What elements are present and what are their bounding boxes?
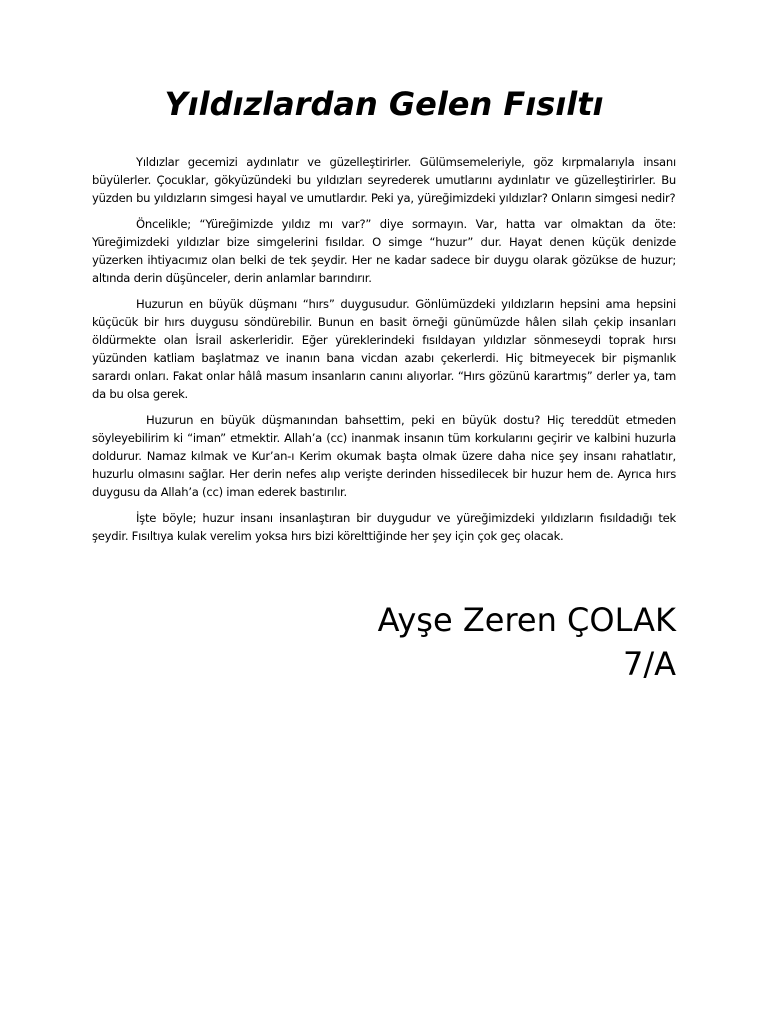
paragraph-2: Öncelikle; “Yüreğimizde yıldız mı var?” diye sormayın. Var, hatta var olmaktan da öte: Yüreğimizdeki yıldızlar bize simgelerini fısıldar. O simge “huzur” dur. Hayat denen küçük denizde yüzerken ihtiyacımız olan belki de tek şeydir. Her ne kadar sadece bir duygu olarak gözükse de huzur; altında derin düşünceler, derin anlamlar barındırır. [92,217,676,285]
document-body [92,153,676,553]
paragraph-4: Huzurun en büyük düşmanından bahsettim, peki en büyük dostu? Hiç tereddüt etmeden söyleyebilirim ki “iman” etmektir. Allah’a (cc) inanmak insanın tüm korkularını geçirir ve kalbini huzurla doldurur. Namaz kılmak ve Kur’an-ı Kerim okumak başta olmak üzere daha nice şey insanı rahatlatır, huzurlu olmasını sağlar. Her derin nefes alıp verişte derinden hissedilecek bir huzur hem de. Ayrıca hırs duygusu da Allah’a (cc) iman ederek bastırılır. [92,413,676,499]
paragraph-5: İşte böyle; huzur insanı insanlaştıran bir duygudur ve yüreğimizdeki yıldızların fısıldadığı tek şeydir. Fısıltıya kulak verelim yoksa hırs bizi körelttiğinde her şey için çok geç olacak. [92,511,676,543]
signature-block [378,598,676,686]
document-title: Yıldızlardan Gelen Fısıltı [164,85,604,123]
paragraph-3: Huzurun en büyük düşmanı “hırs” duygusudur. Gönlümüzdeki yıldızların hepsini ama hepsini küçücük bir hırs duygusu söndürebilir. Bunun en basit örneği günümüzde hâlen silah çekip insanları öldürmekte olan İsrail askerleridir. Eğer yüreklerindeki fısıldayan yıldızlar sönmeseydi toprak hırsı yüzünden katliam başlatmaz ve inanın bana vicdan azabı çekerlerdi. Hiç bitmeyecek bir pişmanlık sarardı onları. Fakat onlar hâlâ masum insanların canını alıyorlar. “Hırs gözünü karartmış” derler ya, tam da bu olsa gerek. [92,297,676,401]
paragraph-1: Yıldızlar gecemizi aydınlatır ve güzelleştirirler. Gülümsemeleriyle, göz kırpmalarıyla insanı büyülerler. Çocuklar, gökyüzündeki bu yıldızları seyrederek umutlarını aydınlatır ve güzelleştirirler. Bu yüzden bu yıldızların simgesi hayal ve umutlardır. Peki ya, yüreğimizdeki yıldızlar? Onların simgesi nedir? [92,155,676,205]
author-class: 7/A [622,645,676,683]
author-name: Ayşe Zeren ÇOLAK [377,601,676,639]
